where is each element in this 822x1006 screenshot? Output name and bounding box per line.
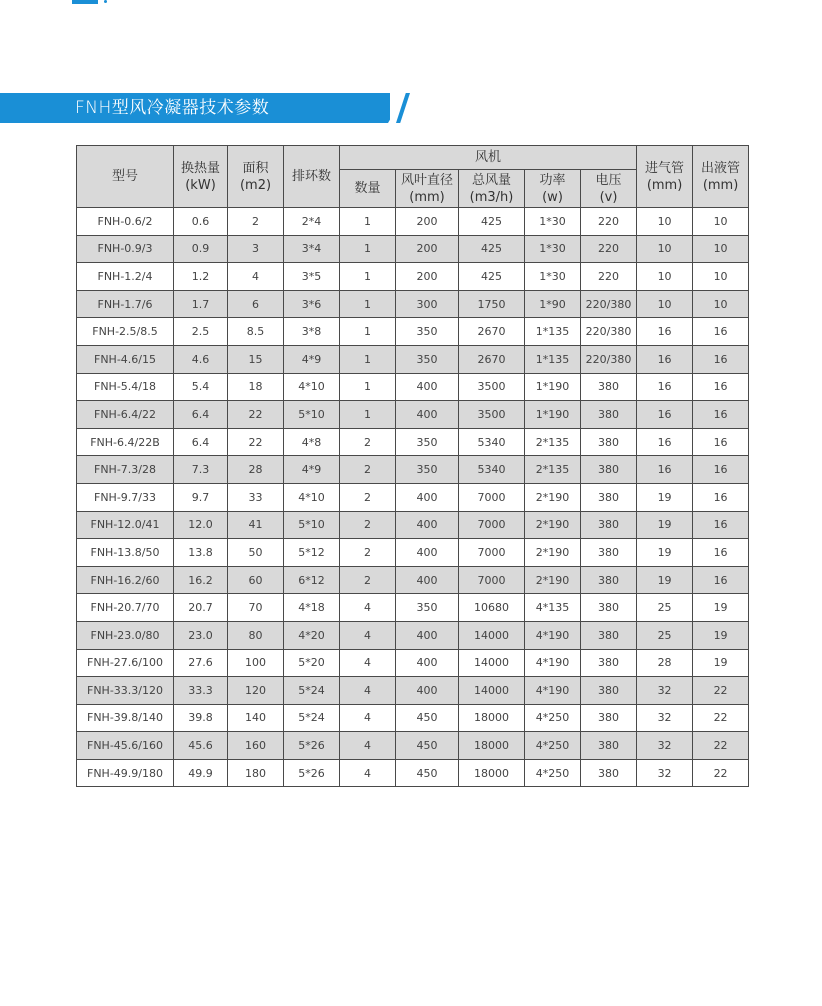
cell-outlet: 16 [693,373,749,401]
cell-voltage: 380 [581,428,637,456]
cell-voltage: 380 [581,566,637,594]
cell-outlet: 16 [693,511,749,539]
cell-inlet: 32 [637,704,693,732]
cell-inlet: 16 [637,345,693,373]
table-row [77,704,749,732]
cell-model: FNH-20.7/70 [77,594,174,622]
cell-fan-diameter: 400 [396,677,459,705]
cell-fan-count: 4 [340,649,396,677]
cell-heat: 7.3 [174,456,228,484]
cell-heat: 1.7 [174,290,228,318]
table-row [77,759,749,787]
cell-voltage: 380 [581,373,637,401]
cell-heat: 5.4 [174,373,228,401]
cell-power: 4*250 [525,732,581,760]
cell-inlet: 32 [637,759,693,787]
cell-fan-count: 1 [340,235,396,263]
cell-airflow: 1750 [459,290,525,318]
header-fan-count: 数量 [340,170,396,208]
cell-power: 4*250 [525,704,581,732]
cell-model: FNH-7.3/28 [77,456,174,484]
cell-inlet: 25 [637,594,693,622]
cell-area: 50 [228,539,284,567]
cell-fan-count: 2 [340,456,396,484]
cell-heat: 33.3 [174,677,228,705]
cell-area: 6 [228,290,284,318]
table-row [77,456,749,484]
cell-voltage: 380 [581,621,637,649]
cell-power: 4*250 [525,759,581,787]
cell-heat: 1.2 [174,263,228,291]
table-row [77,373,749,401]
cell-outlet: 10 [693,235,749,263]
cell-power: 1*30 [525,235,581,263]
cell-outlet: 16 [693,345,749,373]
table-row [77,649,749,677]
cell-fan-diameter: 350 [396,456,459,484]
cell-fan-diameter: 350 [396,318,459,346]
cell-voltage: 380 [581,677,637,705]
cell-outlet: 19 [693,649,749,677]
cell-voltage: 220/380 [581,345,637,373]
cell-inlet: 10 [637,263,693,291]
cell-fan-count: 1 [340,373,396,401]
cell-rows: 4*10 [284,373,340,401]
cell-outlet: 16 [693,539,749,567]
cell-airflow: 14000 [459,649,525,677]
cell-fan-diameter: 400 [396,483,459,511]
cell-power: 1*135 [525,318,581,346]
cell-airflow: 10680 [459,594,525,622]
cell-rows: 5*26 [284,759,340,787]
cell-fan-count: 4 [340,594,396,622]
cell-rows: 5*26 [284,732,340,760]
cell-fan-count: 4 [340,732,396,760]
cell-airflow: 5340 [459,456,525,484]
cell-voltage: 380 [581,594,637,622]
cell-heat: 39.8 [174,704,228,732]
cell-heat: 12.0 [174,511,228,539]
table-row [77,539,749,567]
header-voltage: 电压 (v) [581,170,637,208]
table-row [77,511,749,539]
cell-fan-diameter: 400 [396,649,459,677]
cell-inlet: 28 [637,649,693,677]
cell-voltage: 380 [581,704,637,732]
cell-area: 3 [228,235,284,263]
cell-fan-count: 1 [340,263,396,291]
top-logo-dot [104,0,107,3]
cell-outlet: 10 [693,208,749,236]
table-row [77,290,749,318]
cell-power: 1*30 [525,263,581,291]
cell-model: FNH-6.4/22 [77,401,174,429]
cell-fan-count: 2 [340,539,396,567]
cell-rows: 4*8 [284,428,340,456]
cell-inlet: 16 [637,318,693,346]
cell-voltage: 220/380 [581,318,637,346]
cell-fan-count: 2 [340,511,396,539]
cell-outlet: 16 [693,401,749,429]
cell-rows: 5*10 [284,511,340,539]
cell-fan-count: 4 [340,759,396,787]
cell-heat: 16.2 [174,566,228,594]
cell-power: 2*135 [525,456,581,484]
cell-rows: 6*12 [284,566,340,594]
cell-power: 2*135 [525,428,581,456]
cell-rows: 4*9 [284,345,340,373]
cell-area: 18 [228,373,284,401]
cell-fan-diameter: 400 [396,511,459,539]
cell-power: 4*135 [525,594,581,622]
cell-model: FNH-27.6/100 [77,649,174,677]
cell-fan-diameter: 200 [396,263,459,291]
header-airflow: 总风量 (m3/h) [459,170,525,208]
cell-heat: 20.7 [174,594,228,622]
cell-airflow: 18000 [459,759,525,787]
cell-heat: 9.7 [174,483,228,511]
cell-airflow: 7000 [459,511,525,539]
cell-area: 33 [228,483,284,511]
cell-voltage: 220 [581,235,637,263]
cell-airflow: 3500 [459,373,525,401]
cell-fan-count: 1 [340,345,396,373]
cell-fan-diameter: 400 [396,373,459,401]
cell-fan-diameter: 450 [396,759,459,787]
cell-power: 2*190 [525,483,581,511]
table-row [77,732,749,760]
table-row [77,208,749,236]
cell-outlet: 22 [693,732,749,760]
cell-inlet: 10 [637,208,693,236]
cell-inlet: 19 [637,539,693,567]
table-row [77,318,749,346]
table-row [77,594,749,622]
cell-fan-diameter: 350 [396,345,459,373]
cell-outlet: 16 [693,318,749,346]
cell-rows: 5*10 [284,401,340,429]
cell-voltage: 380 [581,483,637,511]
cell-voltage: 380 [581,456,637,484]
cell-voltage: 380 [581,539,637,567]
cell-fan-count: 4 [340,621,396,649]
cell-area: 22 [228,428,284,456]
cell-power: 1*190 [525,373,581,401]
header-model: 型号 [77,146,174,208]
cell-model: FNH-6.4/22B [77,428,174,456]
cell-power: 2*190 [525,566,581,594]
cell-area: 2 [228,208,284,236]
cell-fan-diameter: 200 [396,208,459,236]
cell-rows: 5*24 [284,704,340,732]
cell-outlet: 22 [693,677,749,705]
cell-voltage: 220 [581,263,637,291]
cell-voltage: 380 [581,511,637,539]
cell-airflow: 14000 [459,677,525,705]
section-title: FNH型风冷凝器技术参数 [75,98,270,118]
cell-voltage: 380 [581,401,637,429]
cell-model: FNH-0.9/3 [77,235,174,263]
header-outlet: 出液管 (mm) [693,146,749,208]
cell-model: FNH-2.5/8.5 [77,318,174,346]
cell-model: FNH-39.8/140 [77,704,174,732]
cell-fan-diameter: 400 [396,621,459,649]
cell-power: 1*135 [525,345,581,373]
header-heat: 换热量 (kW) [174,146,228,208]
cell-inlet: 16 [637,428,693,456]
cell-inlet: 25 [637,621,693,649]
cell-airflow: 425 [459,235,525,263]
cell-heat: 2.5 [174,318,228,346]
cell-airflow: 425 [459,263,525,291]
cell-fan-count: 1 [340,208,396,236]
cell-area: 70 [228,594,284,622]
header-area: 面积 (m2) [228,146,284,208]
cell-rows: 4*20 [284,621,340,649]
cell-area: 15 [228,345,284,373]
table-row [77,483,749,511]
cell-heat: 27.6 [174,649,228,677]
cell-fan-diameter: 200 [396,235,459,263]
cell-rows: 3*5 [284,263,340,291]
cell-fan-diameter: 450 [396,732,459,760]
cell-inlet: 32 [637,732,693,760]
cell-inlet: 16 [637,401,693,429]
header-fan-diameter: 风叶直径 (mm) [396,170,459,208]
cell-fan-diameter: 450 [396,704,459,732]
cell-airflow: 5340 [459,428,525,456]
header-fan-group: 风机 [340,146,637,170]
cell-area: 100 [228,649,284,677]
cell-airflow: 18000 [459,732,525,760]
table-row [77,235,749,263]
cell-outlet: 22 [693,759,749,787]
cell-model: FNH-5.4/18 [77,373,174,401]
cell-outlet: 19 [693,621,749,649]
cell-power: 1*190 [525,401,581,429]
cell-power: 2*190 [525,539,581,567]
cell-area: 180 [228,759,284,787]
table-row [77,621,749,649]
header-power: 功率 (w) [525,170,581,208]
cell-model: FNH-16.2/60 [77,566,174,594]
cell-fan-count: 2 [340,428,396,456]
cell-area: 41 [228,511,284,539]
cell-airflow: 3500 [459,401,525,429]
cell-voltage: 220/380 [581,290,637,318]
header-rows: 排环数 [284,146,340,208]
cell-fan-count: 2 [340,483,396,511]
cell-airflow: 7000 [459,566,525,594]
cell-model: FNH-33.3/120 [77,677,174,705]
table-row [77,401,749,429]
cell-heat: 13.8 [174,539,228,567]
cell-fan-diameter: 400 [396,566,459,594]
cell-airflow: 425 [459,208,525,236]
table-body [77,208,749,787]
cell-area: 22 [228,401,284,429]
cell-heat: 0.6 [174,208,228,236]
cell-rows: 5*24 [284,677,340,705]
cell-outlet: 22 [693,704,749,732]
cell-model: FNH-23.0/80 [77,621,174,649]
cell-area: 28 [228,456,284,484]
cell-power: 4*190 [525,677,581,705]
cell-voltage: 380 [581,649,637,677]
cell-rows: 3*4 [284,235,340,263]
cell-inlet: 19 [637,511,693,539]
cell-fan-diameter: 300 [396,290,459,318]
cell-power: 1*30 [525,208,581,236]
cell-area: 60 [228,566,284,594]
cell-power: 1*90 [525,290,581,318]
cell-heat: 6.4 [174,401,228,429]
cell-inlet: 32 [637,677,693,705]
cell-airflow: 2670 [459,318,525,346]
cell-fan-count: 1 [340,318,396,346]
cell-fan-diameter: 350 [396,428,459,456]
cell-voltage: 380 [581,732,637,760]
cell-model: FNH-49.9/180 [77,759,174,787]
cell-inlet: 16 [637,373,693,401]
cell-voltage: 380 [581,759,637,787]
cell-heat: 4.6 [174,345,228,373]
cell-outlet: 16 [693,566,749,594]
cell-airflow: 2670 [459,345,525,373]
cell-inlet: 19 [637,483,693,511]
cell-rows: 4*18 [284,594,340,622]
cell-model: FNH-13.8/50 [77,539,174,567]
cell-model: FNH-4.6/15 [77,345,174,373]
cell-rows: 5*12 [284,539,340,567]
cell-fan-diameter: 350 [396,594,459,622]
cell-inlet: 10 [637,290,693,318]
cell-airflow: 18000 [459,704,525,732]
cell-heat: 6.4 [174,428,228,456]
cell-airflow: 7000 [459,483,525,511]
table-row [77,263,749,291]
cell-rows: 4*10 [284,483,340,511]
cell-heat: 0.9 [174,235,228,263]
cell-power: 4*190 [525,621,581,649]
cell-power: 2*190 [525,511,581,539]
cell-outlet: 16 [693,456,749,484]
cell-model: FNH-1.2/4 [77,263,174,291]
cell-heat: 49.9 [174,759,228,787]
table-row [77,345,749,373]
cell-model: FNH-12.0/41 [77,511,174,539]
cell-model: FNH-0.6/2 [77,208,174,236]
cell-rows: 2*4 [284,208,340,236]
cell-outlet: 19 [693,594,749,622]
table-row [77,677,749,705]
cell-area: 140 [228,704,284,732]
cell-fan-count: 2 [340,566,396,594]
cell-area: 80 [228,621,284,649]
table-header [77,146,749,208]
cell-model: FNH-9.7/33 [77,483,174,511]
cell-area: 4 [228,263,284,291]
cell-area: 8.5 [228,318,284,346]
cell-rows: 4*9 [284,456,340,484]
cell-heat: 23.0 [174,621,228,649]
cell-airflow: 14000 [459,621,525,649]
cell-fan-diameter: 400 [396,539,459,567]
cell-outlet: 16 [693,483,749,511]
cell-heat: 45.6 [174,732,228,760]
table-row [77,566,749,594]
top-logo-mark [72,0,98,4]
cell-voltage: 220 [581,208,637,236]
cell-fan-count: 4 [340,677,396,705]
cell-power: 4*190 [525,649,581,677]
cell-model: FNH-45.6/160 [77,732,174,760]
cell-fan-count: 1 [340,290,396,318]
cell-inlet: 10 [637,235,693,263]
cell-model: FNH-1.7/6 [77,290,174,318]
cell-inlet: 19 [637,566,693,594]
cell-fan-count: 1 [340,401,396,429]
header-inlet: 进气管 (mm) [637,146,693,208]
spec-table [76,145,749,787]
cell-fan-diameter: 400 [396,401,459,429]
cell-rows: 5*20 [284,649,340,677]
cell-outlet: 16 [693,428,749,456]
cell-rows: 3*8 [284,318,340,346]
cell-outlet: 10 [693,263,749,291]
cell-rows: 3*6 [284,290,340,318]
cell-area: 160 [228,732,284,760]
cell-outlet: 10 [693,290,749,318]
cell-airflow: 7000 [459,539,525,567]
cell-area: 120 [228,677,284,705]
cell-inlet: 16 [637,456,693,484]
cell-fan-count: 4 [340,704,396,732]
table-row [77,428,749,456]
